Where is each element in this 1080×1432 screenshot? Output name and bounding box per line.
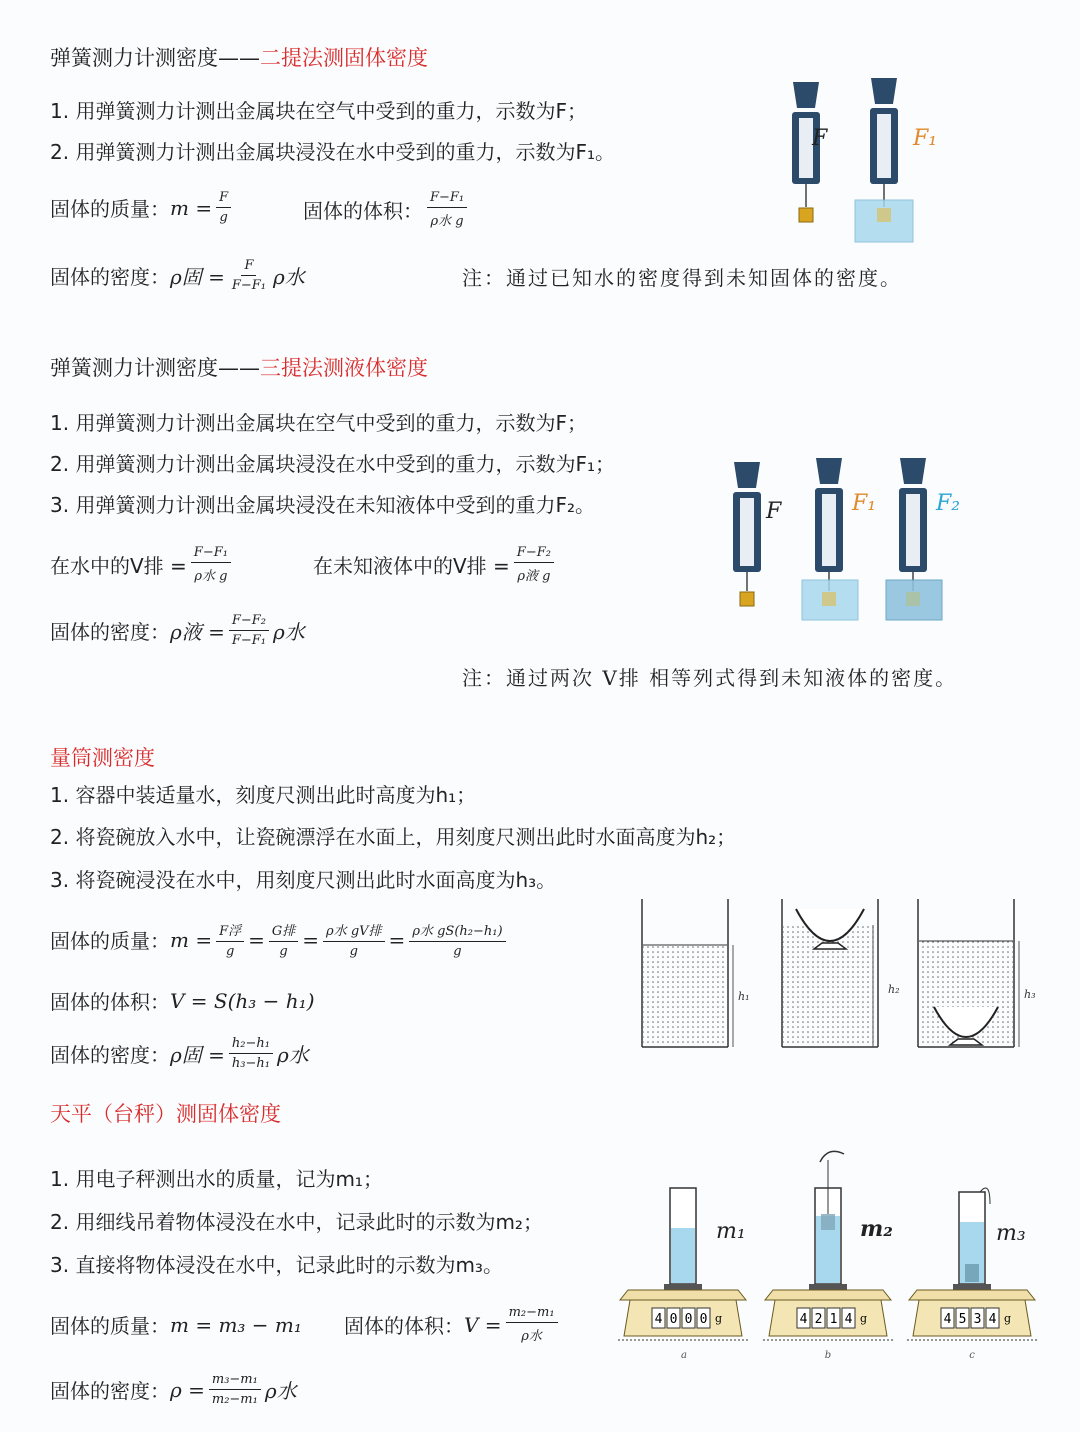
mass-fraction-4	[409, 920, 505, 959]
volume-label: 固体的体积：	[344, 1314, 464, 1338]
volume-numerator: m₂−m₁	[506, 1305, 558, 1323]
fig2-label-F1: F₁	[852, 491, 877, 516]
mass-label: 固体的质量：	[50, 929, 170, 953]
section2-density-formula	[50, 613, 305, 648]
container-c	[918, 899, 1036, 1047]
spring-scale-in-air	[733, 462, 761, 606]
section4-figure	[618, 1140, 1038, 1365]
section1-title-highlight: 二提法测固体密度	[260, 46, 428, 70]
volume-fraction	[427, 190, 467, 229]
section2-step-1: 1. 用弹簧测力计测出金属块在空气中受到的重力，示数为F；	[50, 411, 587, 435]
section2-title	[50, 352, 428, 382]
mass-denominator: g	[219, 210, 228, 225]
section2-figure	[720, 448, 970, 623]
density-lhs: ρ液 =	[170, 620, 225, 644]
section3-step-1: 1. 容器中装适量水，刻度尺测出此时高度为h₁；	[50, 783, 477, 807]
digit: 4	[844, 1312, 853, 1327]
section1-note: 注：通过已知水的密度得到未知固体的密度。	[462, 266, 902, 290]
mass-label: 固体的质量：	[50, 197, 170, 221]
section2-note: 注：通过两次 V排 相等列式得到未知液体的密度。	[462, 666, 958, 690]
fig4-label-m2: m₂	[860, 1216, 893, 1242]
mass-lhs: m =	[170, 927, 213, 952]
section4-step-3: 3. 直接将物体浸没在水中，记录此时的示数为m₃。	[50, 1253, 503, 1277]
frac3-numerator: ρ水 gV排	[323, 920, 385, 942]
digit: 4	[943, 1312, 952, 1327]
section4-density-formula	[50, 1372, 297, 1407]
volume-denominator: ρ水	[521, 1329, 542, 1344]
equals-sign: =	[248, 927, 265, 952]
section1-step-2: 2. 用弹簧测力计测出金属块浸没在水中受到的重力，示数为F₁。	[50, 140, 615, 164]
density-denominator: m₂−m₁	[211, 1392, 258, 1407]
section3-step-2: 2. 将瓷碗放入水中，让瓷碗漂浮在水面上，用刻度尺测出此时水面高度为h₂；	[50, 825, 737, 849]
section2-step-3: 3. 用弹簧测力计测出金属块浸没在未知液体中受到的重力F₂。	[50, 493, 595, 517]
density-tail: ρ水	[273, 265, 305, 289]
frac3-denominator: g	[349, 944, 358, 959]
vwater-label: 在水中的V排 =	[50, 554, 187, 578]
volume-fraction	[506, 1305, 558, 1344]
sub-label-b: b	[824, 1350, 832, 1361]
frac2-denominator: g	[279, 944, 288, 959]
digit: 4	[988, 1312, 997, 1327]
digit: 4	[799, 1312, 808, 1327]
density-denominator: h₃−h₁	[231, 1056, 270, 1071]
density-label: 固体的密度：	[50, 1379, 170, 1403]
frac1-numerator: F浮	[216, 920, 244, 942]
section1-mass-formula	[50, 190, 235, 225]
fig2-label-F2: F₂	[936, 491, 961, 516]
unit: g	[860, 1312, 868, 1325]
section4-volume-formula	[344, 1305, 562, 1344]
mass-fraction-2	[269, 920, 298, 959]
volume-label: 固体的体积：	[303, 199, 423, 223]
digit: 0	[684, 1312, 693, 1327]
fig3-label-h3: h₃	[1024, 988, 1036, 1001]
section3-volume-formula	[50, 986, 315, 1015]
vliquid-numerator: F−F₂	[514, 545, 554, 563]
mass-label: 固体的质量：	[50, 1314, 170, 1338]
mass-numerator: F	[216, 190, 231, 208]
container-a	[642, 899, 750, 1047]
volume-numerator: F−F₁	[427, 190, 467, 208]
section2-vwater-formula	[50, 545, 235, 584]
density-denominator: F−F₁	[231, 278, 267, 293]
section2-title-prefix: 弹簧测力计测密度——	[50, 356, 260, 380]
mass-fraction	[216, 190, 231, 225]
volume-label: 固体的体积：	[50, 990, 170, 1014]
section3-density-formula	[50, 1036, 309, 1071]
density-label: 固体的密度：	[50, 1043, 170, 1067]
frac1-denominator: g	[225, 944, 235, 959]
vliquid-denominator: ρ液 g	[517, 569, 551, 584]
spring-scale-in-air	[792, 82, 820, 222]
vliquid-label: 在未知液体中的V排 =	[313, 554, 510, 578]
section4-step-2: 2. 用细线吊着物体浸没在水中，记录此时的示数为m₂；	[50, 1210, 543, 1234]
density-fraction	[229, 1036, 273, 1071]
equals-sign: =	[388, 927, 406, 952]
sub-label-c: c	[969, 1350, 975, 1361]
section3-mass-formula	[50, 920, 510, 959]
density-fraction	[229, 613, 269, 648]
frac4-denominator: g	[453, 944, 462, 959]
section1-title-prefix: 弹簧测力计测密度——	[50, 46, 260, 70]
density-lhs: ρ =	[170, 1377, 205, 1402]
section1-title	[50, 42, 428, 72]
volume-expression: V = S(h₃ − h₁)	[170, 988, 315, 1013]
section3-title: 量筒测密度	[50, 746, 155, 770]
section4-step-1: 1. 用电子秤测出水的质量，记为m₁；	[50, 1167, 383, 1191]
fig4-label-m3: m₃	[996, 1221, 1026, 1246]
container-b	[782, 899, 900, 1047]
volume-denominator: ρ水 g	[430, 214, 464, 229]
vwater-numerator: F−F₁	[191, 545, 231, 563]
fig4-label-m1: m₁	[716, 1219, 746, 1244]
digit: 1	[829, 1312, 838, 1327]
density-numerator: h₂−h₁	[229, 1036, 273, 1054]
section1-figure	[775, 72, 975, 247]
section1-density-formula	[50, 258, 305, 293]
density-lhs: ρ固 =	[170, 265, 225, 289]
spring-scale-in-water	[802, 458, 858, 620]
mass-expression: m = m₃ − m₁	[170, 1312, 302, 1337]
mass-lhs: m =	[170, 195, 213, 220]
vwater-denominator: ρ水 g	[194, 569, 228, 584]
density-lhs: ρ固 =	[170, 1043, 225, 1067]
section3-figure	[636, 895, 1056, 1060]
electronic-scale-b	[763, 1151, 893, 1361]
section3-step-3: 3. 将瓷碗浸没在水中，用刻度尺测出此时水面高度为h₃。	[50, 868, 557, 892]
vliquid-fraction	[514, 545, 554, 584]
section2-title-highlight: 三提法测液体密度	[260, 356, 428, 380]
digit: 5	[958, 1312, 967, 1327]
equals-sign: =	[302, 927, 320, 952]
section4-title: 天平（台秤）测固体密度	[50, 1102, 281, 1126]
digit: 2	[814, 1312, 823, 1327]
density-tail: ρ水	[264, 1379, 297, 1403]
density-tail: ρ水	[273, 620, 305, 644]
digit: 0	[669, 1312, 678, 1327]
fig1-label-F1: F₁	[913, 126, 938, 151]
electronic-scale-a	[618, 1188, 748, 1361]
density-numerator: F	[241, 258, 256, 276]
digit: 3	[973, 1312, 982, 1327]
spring-scale-in-water	[855, 78, 913, 242]
section2-step-2: 2. 用弹簧测力计测出金属块浸没在水中受到的重力，示数为F₁；	[50, 452, 615, 476]
density-label: 固体的密度：	[50, 620, 170, 644]
density-fraction	[229, 258, 269, 293]
frac4-numerator: ρ水 gS(h₂−h₁)	[409, 920, 505, 942]
vwater-fraction	[191, 545, 231, 584]
spring-scale-in-liquid	[886, 458, 942, 620]
density-numerator: F−F₂	[229, 613, 269, 631]
unit: g	[715, 1312, 723, 1325]
density-numerator: m₃−m₁	[209, 1372, 261, 1390]
density-fraction	[209, 1372, 261, 1407]
unit: g	[1004, 1312, 1012, 1325]
sub-label-a: a	[681, 1350, 687, 1361]
digit: 0	[699, 1312, 708, 1327]
fig2-label-F: F	[766, 499, 782, 524]
section1-volume-formula	[303, 190, 471, 229]
electronic-scale-c	[907, 1188, 1037, 1361]
volume-lhs: V =	[464, 1312, 502, 1337]
section4-mass-formula	[50, 1310, 302, 1339]
density-denominator: F−F₁	[231, 633, 267, 648]
section2-vliquid-formula	[313, 545, 558, 584]
fig1-label-F: F	[812, 126, 828, 151]
frac2-numerator: G排	[269, 920, 298, 942]
section1-step-1: 1. 用弹簧测力计测出金属块在空气中受到的重力，示数为F；	[50, 99, 587, 123]
fig3-label-h1: h₁	[738, 990, 750, 1003]
density-tail: ρ水	[276, 1043, 309, 1067]
fig3-label-h2: h₂	[888, 983, 900, 996]
digit: 4	[654, 1312, 663, 1327]
mass-fraction-3	[323, 920, 385, 959]
density-label: 固体的密度：	[50, 265, 170, 289]
mass-fraction-1	[216, 920, 244, 959]
